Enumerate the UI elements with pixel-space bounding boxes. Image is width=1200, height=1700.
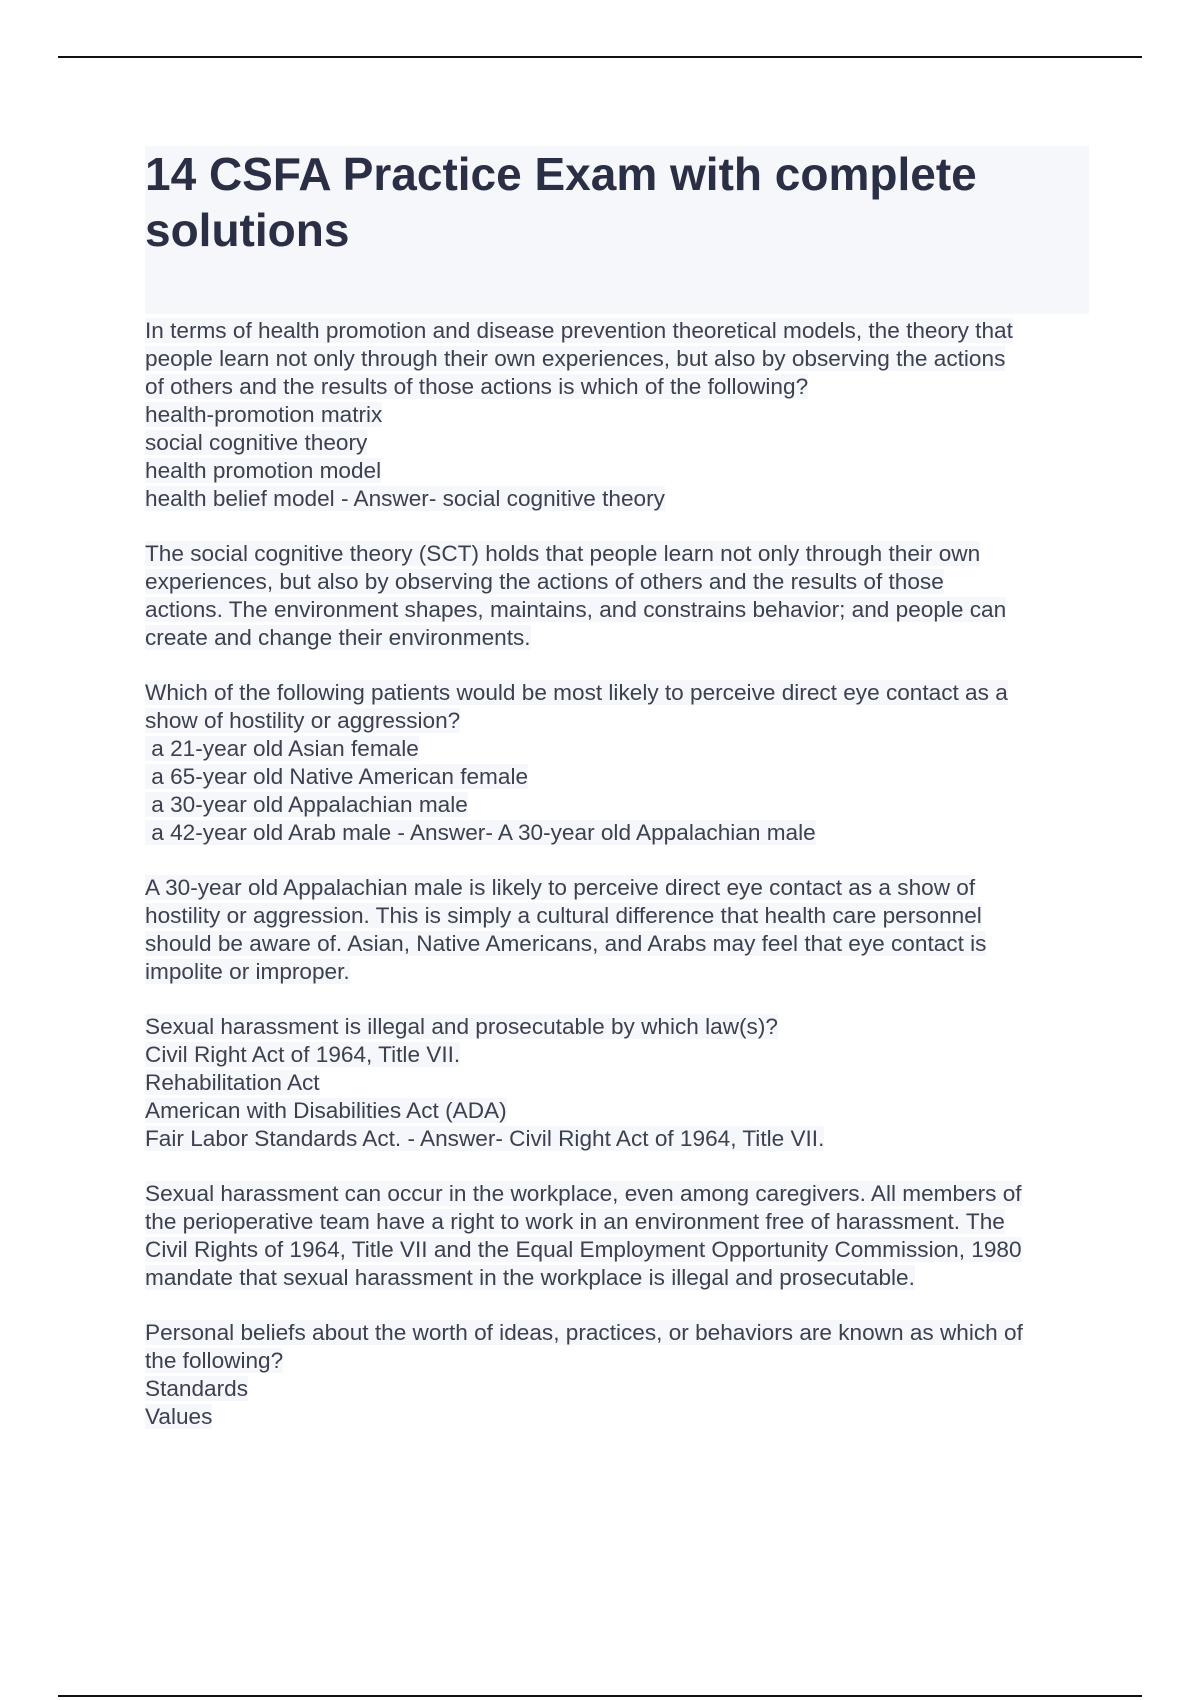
text-line-content: In terms of health promotion and disease prevention theoretical models, the theory that xyxy=(145,318,1013,343)
text-line xyxy=(145,874,1089,902)
text-line-content: Rehabilitation Act xyxy=(145,1070,320,1095)
text-line-content: show of hostility or aggression? xyxy=(145,708,461,733)
text-line xyxy=(145,485,1089,513)
text-line xyxy=(145,1097,1089,1125)
text-line xyxy=(145,930,1089,958)
text-line xyxy=(145,1180,1089,1208)
text-line xyxy=(145,1347,1089,1375)
text-line-content: hostility or aggression. This is simply a cultural difference that health care personnel xyxy=(145,903,982,928)
text-line-content: the perioperative team have a right to work in an environment free of harassment. The xyxy=(145,1209,1005,1234)
text-line-content: Sexual harassment can occur in the workplace, even among caregivers. All members of xyxy=(145,1181,1022,1206)
document-body xyxy=(145,146,1089,1431)
text-line-content: American with Disabilities Act (ADA) xyxy=(145,1098,507,1123)
explanation-block xyxy=(145,874,1089,986)
text-line-content: experiences, but also by observing the actions of others and the results of those xyxy=(145,569,944,594)
text-line xyxy=(145,1403,1089,1431)
text-line-content: Standards xyxy=(145,1376,248,1401)
text-line-content: should be aware of. Asian, Native Americans, and Arabs may feel that eye contact is xyxy=(145,931,987,956)
text-line xyxy=(145,679,1089,707)
text-line-content: Values xyxy=(145,1404,213,1429)
text-line xyxy=(145,373,1089,401)
text-line-content: a 21-year old Asian female xyxy=(145,736,419,761)
text-line xyxy=(145,791,1089,819)
text-line-content: a 65-year old Native American female xyxy=(145,764,529,789)
explanation-block xyxy=(145,540,1089,652)
text-line xyxy=(145,735,1089,763)
text-line xyxy=(145,568,1089,596)
text-line xyxy=(145,707,1089,735)
text-line xyxy=(145,401,1089,429)
top-rule xyxy=(58,56,1142,58)
title-box xyxy=(145,146,1089,314)
text-line xyxy=(145,1069,1089,1097)
text-line-content: social cognitive theory xyxy=(145,430,368,455)
title-line: 14 CSFA Practice Exam with complete xyxy=(145,148,977,200)
text-line xyxy=(145,1013,1089,1041)
qa-blocks xyxy=(145,317,1089,1431)
text-line xyxy=(145,624,1089,652)
text-line-content: Which of the following patients would be most likely to perceive direct eye contact as a xyxy=(145,680,1008,705)
text-line xyxy=(145,317,1089,345)
text-line xyxy=(145,1375,1089,1403)
text-line-content: create and change their environments. xyxy=(145,625,531,650)
text-line xyxy=(145,345,1089,373)
text-line-content: mandate that sexual harassment in the workplace is illegal and prosecutable. xyxy=(145,1265,915,1290)
question-block xyxy=(145,317,1089,513)
question-block xyxy=(145,1013,1089,1153)
text-line-content: of others and the results of those actions is which of the following? xyxy=(145,374,809,399)
text-line xyxy=(145,596,1089,624)
text-line xyxy=(145,763,1089,791)
text-line-content: impolite or improper. xyxy=(145,959,350,984)
text-line-content: health belief model - Answer- social cognitive theory xyxy=(145,486,665,511)
title-line: solutions xyxy=(145,204,350,256)
text-line-content: A 30-year old Appalachian male is likely to perceive direct eye contact as a show of xyxy=(145,875,976,900)
question-block xyxy=(145,679,1089,847)
text-line-content: the following? xyxy=(145,1348,284,1373)
text-line-content: Fair Labor Standards Act. - Answer- Civil Right Act of 1964, Title VII. xyxy=(145,1126,825,1151)
text-line xyxy=(145,1264,1089,1292)
text-line xyxy=(145,1236,1089,1264)
text-line-content: a 42-year old Arab male - Answer- A 30-year old Appalachian male xyxy=(145,820,816,845)
text-line xyxy=(145,902,1089,930)
text-line xyxy=(145,958,1089,986)
document-title xyxy=(145,146,1089,258)
text-line xyxy=(145,429,1089,457)
text-line xyxy=(145,1208,1089,1236)
text-line xyxy=(145,1125,1089,1153)
text-line-content: Sexual harassment is illegal and prosecutable by which law(s)? xyxy=(145,1014,778,1039)
text-line xyxy=(145,457,1089,485)
text-line-content: Civil Right Act of 1964, Title VII. xyxy=(145,1042,461,1067)
text-line xyxy=(145,540,1089,568)
explanation-block xyxy=(145,1180,1089,1292)
text-line-content: people learn not only through their own experiences, but also by observing the actions xyxy=(145,346,1006,371)
text-line-content: health-promotion matrix xyxy=(145,402,383,427)
text-line-content: a 30-year old Appalachian male xyxy=(145,792,468,817)
text-line-content: Civil Rights of 1964, Title VII and the Equal Employment Opportunity Commission, 1980 xyxy=(145,1237,1022,1262)
text-line-content: Personal beliefs about the worth of ideas, practices, or behaviors are known as which of xyxy=(145,1320,1023,1345)
text-line xyxy=(145,819,1089,847)
question-block xyxy=(145,1319,1089,1431)
bottom-rule xyxy=(58,1695,1142,1697)
text-line xyxy=(145,1041,1089,1069)
text-line-content: actions. The environment shapes, maintains, and constrains behavior; and people can xyxy=(145,597,1007,622)
text-line-content: health promotion model xyxy=(145,458,382,483)
text-line xyxy=(145,1319,1089,1347)
text-line-content: The social cognitive theory (SCT) holds that people learn not only through their own xyxy=(145,541,981,566)
